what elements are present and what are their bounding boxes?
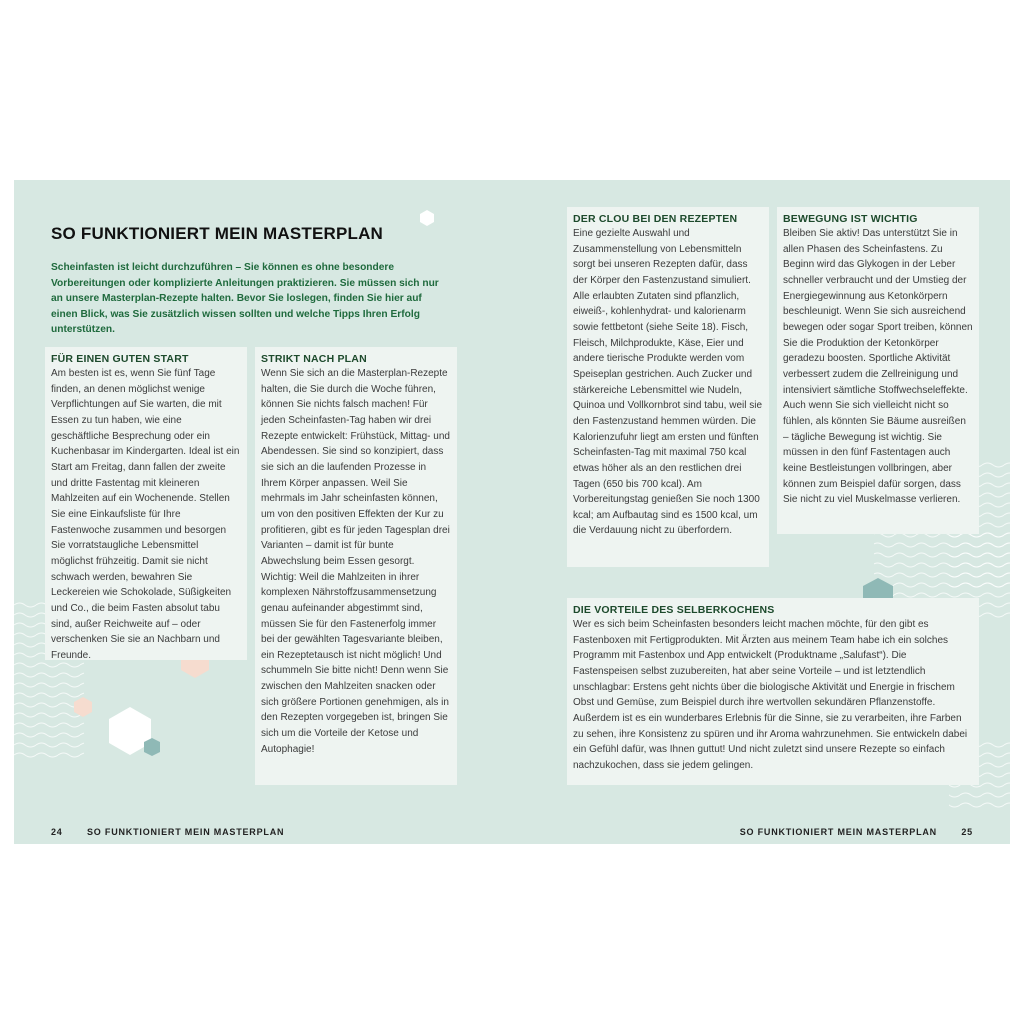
page-number-right: 25	[961, 827, 973, 837]
box-heading: STRIKT NACH PLAN	[261, 353, 367, 365]
box-text: Am besten ist es, wenn Sie fünf Tage finden, an denen möglichst wenige Verpflichtungen auf Sie warten, die mit Essen zu tun haben, wie eine geschäftliche Besprechung oder ein Kuchenbasar im Kindergarten. Ideal ist ein Start am Freitag, dann fallen der zweite und dritte Fastentag mit kleineren Mahlzeiten auf ein Wochenende. Stellen Sie eine Einkaufsliste für Ihre Fastenwoche zusammen und besorgen Sie vorratstaugliche Lebensmittel möglichst frühzeitig. Damit sie nicht schwach werden, bewahren Sie Leckereien wie Schokolade, Süßigkeiten und Co., die beim Fasten absolut tabu sind, außer Reichweite auf – oder verschenken Sie sie an Nachbarn und Freunde.	[51, 368, 240, 661]
box-text: Wenn Sie sich an die Masterplan-Rezepte halten, die Sie durch die Woche führen, können Sie nichts falsch machen! Für jeden Scheinfasten-Tag haben wir drei Rezepte entwickelt: Frühstück, Mittag- und Abendessen. Sie sind so konzipiert, dass sie sich an die laufenden Prozesse in Ihrem Körper anpassen. Weil Sie mehrmals im Jahr scheinfasten können, um von den positiven Effekten der Kur zu profitieren, gibt es für jeden Tagesplan drei Varianten – damit ist für bunte Abwechslung beim Essen gesorgt. Wichtig: Weil die Mahlzeiten in ihrer komplexen Nährstoffzusammensetzung genau aufeinander abgestimmt sind, müssen Sie für den Fastenerfolg immer bei der gewählten Tagesvariante bleiben, ein Rezeptetausch ist nicht möglich! Und schummeln Sie bitte nicht! Denn wenn Sie zwischen den Mahlzeiten snacken oder sich größere Portionen genehmigen, als in den Rezepten vorgegeben ist, bringen Sie sich um die Vorteile der Ketose und Autophagie!	[261, 368, 450, 755]
box-text: Wer es sich beim Scheinfasten besonders leicht machen möchte, für den gibt es Fastenboxen mit Fertigprodukten. Mit Ärzten aus meinem Team habe ich ein solches Programm mit Fastenbox und App entwickelt (Produktname „Salufast“). Die Fastenspeisen selbst zuzubereiten, hat aber seine Vorteile – und ist letztendlich unschlagbar: Erstens geht nichts über die biologische Aktivität und Energie in frischem Obst und Gemüse, zum Beispiel durch ihre wertvollen sekundären Pflanzenstoffe. Außerdem ist es ein wunderbares Erlebnis für die Sinne, sie zu verarbeiten, ihre Farben zu sehen, ihre Konsistenz zu spüren und ihr Aroma wahrzunehmen. Sie entwickeln dabei ein Gefühl dafür, was Ihnen guttut! Und nicht zuletzt sind unsere Rezepte so einfach nachzukochen, dass sie jedem gelingen.	[573, 619, 968, 771]
box-heading: FÜR EINEN GUTEN START	[51, 353, 189, 365]
box-heading: BEWEGUNG IST WICHTIG	[783, 213, 918, 225]
info-box-recipes	[567, 207, 769, 567]
box-heading: DIE VORTEILE DES SELBERKOCHENS	[573, 604, 775, 616]
box-heading: DER CLOU BEI DEN REZEPTEN	[573, 213, 738, 225]
box-text: Eine gezielte Auswahl und Zusammenstellung von Lebensmitteln sorgt bei unseren Rezepten dafür, dass der Körper den Fastenzustand simuliert. Alle erlaubten Zutaten sind pflanzlich, eiweiß-, kohlenhydrat- und kalorienarm sowie fettbetont (siehe Seite 18). Fisch, Fleisch, Milchprodukte, Käse, Eier und andere tierische Produkte werden vom Speiseplan gestrichen. Auch Zucker und stärkereiche Lebensmittel wie Nudeln, Quinoa und Vollkornbrot sind tabu, weil sie den Fastenzustand hemmen würden. Die Kalorienzufuhr liegt am ersten und fünften Scheinfasten-Tag mit maximal 750 kcal etwas höher als an den restlichen drei Tagen (650 bis 700 kcal). Am Vorbereitungstag genießen Sie noch 1300 kcal; am Aufbautag sind es 1500 kcal, um die Verdauung nicht zu überfordern.	[573, 228, 763, 537]
page-number-left: 24	[51, 827, 63, 837]
info-box-cooking	[567, 598, 979, 785]
info-box-start	[45, 347, 247, 660]
box-text: Bleiben Sie aktiv! Das unterstützt Sie in allen Phasen des Scheinfastens. Zu Beginn wird das Glykogen in der Leber schneller verbraucht und der Umstieg der Energiegewinnung aus Ketonkörpern beschleunigt. Wenn Sie sich ausreichend bewegen oder sogar Sport treiben, können Sie die Produktion der Ketonkörper geradezu boosten. Sportliche Aktivität verbessert zudem die Zellreinigung und intensiviert sämtliche Stoffwechseleffekte. Auch wenn Sie sich vielleicht nicht so fühlen, als könnten Sie Bäume ausreißen – tägliche Bewegung ist wichtig. Sie müssen in den fünf Fastentagen auch keine Bestleistungen vollbringen, aber können zum Beispiel dafür sorgen, dass Sie nicht zu viel Muskelmasse verlieren.	[783, 228, 973, 506]
book-spread	[14, 180, 1010, 844]
info-box-exercise	[777, 207, 979, 534]
running-title-left: SO FUNKTIONIERT MEIN MASTERPLAN	[87, 827, 285, 837]
intro-text: Scheinfasten ist leicht durchzuführen – Sie können es ohne besondere Vorbereitungen oder komplizierte Anleitungen praktizieren. Sie müssen sich nur an unsere Masterplan-Rezepte halten. Bevor Sie loslegen, finden Sie hier auf einen Blick, was Sie zusätzlich wissen sollten und welche Tipps Ihren Erfolg unterstützen.	[51, 262, 439, 336]
page-title: SO FUNKTIONIERT MEIN MASTERPLAN	[51, 224, 384, 243]
info-box-plan	[255, 347, 457, 785]
hexagon-icon	[420, 210, 434, 226]
running-title-right: SO FUNKTIONIERT MEIN MASTERPLAN	[739, 827, 937, 837]
